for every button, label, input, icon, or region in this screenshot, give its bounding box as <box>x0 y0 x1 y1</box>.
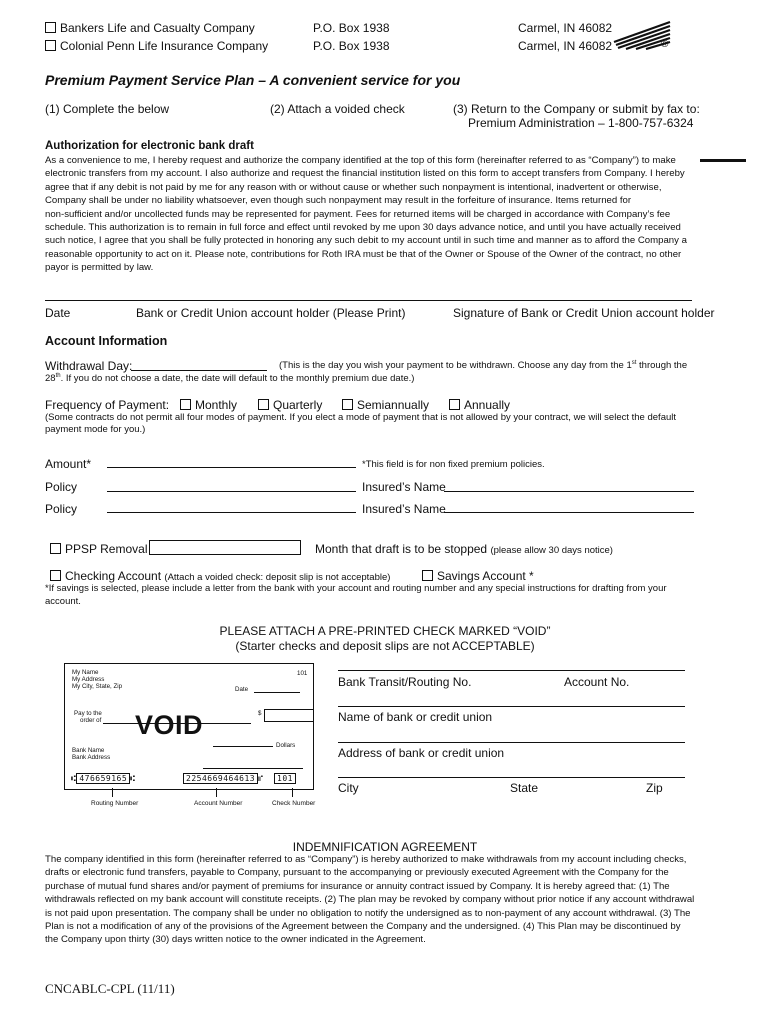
policy-field-1[interactable] <box>107 491 356 492</box>
fax-number: Premium Administration – 1-800-757-6324 <box>468 116 694 130</box>
zip-label: Zip <box>646 781 663 795</box>
auth-line: As a convenience to me, I hereby request and authorize the company identified at the top of this form (hereinafter referred to as “Company”) to make <box>45 155 676 166</box>
auth-line: schedule. This authorization is to remain in full force and effect until revoked by me upon 30 days advance notice, and until you have actually received <box>45 222 681 234</box>
auth-line: electronic transfers from my account. I also authorize and request the financial institution listed on this form to accept transfers from Company. I hereby <box>45 168 685 180</box>
freq-monthly[interactable] <box>180 398 237 412</box>
indemnity-line: is not paid upon presentation. The company shall be under no obligation to notify the undersigned as to non-payment of any account withdrawal. (3) The <box>45 907 691 919</box>
indemnity-line: purchase of mutual fund shares and/or payment of premiums for insurance or annuity contract issued by Company. It is hereby agreed that: (1) The <box>45 880 670 892</box>
monthly-label: Monthly <box>195 398 238 412</box>
savings-note-2: account. <box>45 596 81 607</box>
bank-address-label: Address of bank or credit union <box>338 746 505 760</box>
signature-line[interactable] <box>45 300 692 301</box>
check-name: My Name <box>72 669 99 676</box>
company-1-po: P.O. Box 1938 <box>313 21 390 35</box>
withdrawal-note-text-2: through the <box>636 360 688 372</box>
checking-account[interactable] <box>50 569 390 583</box>
date-label: Date <box>45 306 71 320</box>
company-1-name: Bankers Life and Casualty Company <box>60 21 255 35</box>
frequency-note-2: payment mode for you.) <box>45 424 146 435</box>
insured-label-2: Insured’s Name <box>362 502 446 516</box>
checknum-caption: Check Number <box>272 800 316 807</box>
checking-note: (Attach a voided check: deposit slip is not acceptable) <box>164 572 391 583</box>
check-number: 101 <box>297 670 308 677</box>
company-2-po: P.O. Box 1938 <box>313 39 390 53</box>
check-amount-box <box>264 709 314 722</box>
frequency-note-1: (Some contracts do not permit all four modes of payment. If you elect a mode of payment that is not allowed by your contract, we will select the default <box>45 412 677 423</box>
ppsp-month-box[interactable] <box>149 540 301 555</box>
freq-annually[interactable] <box>449 398 510 412</box>
city-label: City <box>338 781 359 795</box>
indemnity-line: Plan is not a modification of any of the provisions of the Agreement between the Company and the undersigned. (4) This Plan may be discontinued by <box>45 921 681 933</box>
check-words-line <box>213 746 273 747</box>
auth-line: such notice, I agree that you shall be fully protected in honoring any such debit to my account until in such time and manner as to afford the Company a <box>45 235 687 247</box>
stop-label: Month that draft is to be stopped <box>315 542 488 556</box>
check-payto-1: Pay to the <box>74 710 102 717</box>
auth-line: payor is permitted by law. <box>45 262 154 274</box>
withdrawal-note-line2 <box>45 373 414 384</box>
savings-account[interactable] <box>422 569 534 583</box>
stop-note: (please allow 30 days notice) <box>490 545 613 556</box>
plan-title: Premium Payment Service Plan – A convenient service for you <box>45 72 461 88</box>
routing-tick <box>112 788 113 797</box>
registered-mark: ® <box>661 39 669 50</box>
city-state-zip-line[interactable] <box>338 777 685 778</box>
micr-routing: 476659165 <box>76 773 130 784</box>
ppsp-checkbox[interactable] <box>50 543 61 554</box>
state-label: State <box>510 781 539 795</box>
bank-address-line[interactable] <box>338 742 685 743</box>
sample-check <box>64 663 314 790</box>
margin-mark <box>700 159 746 162</box>
savings-label: Savings Account * <box>437 569 534 583</box>
indemnification-text <box>45 853 705 947</box>
policy-field-2[interactable] <box>107 512 356 513</box>
withdrawal-note-text: (This is the day you wish your payment to be withdrawn. Choose any day from the 1 <box>279 360 632 372</box>
insured-field-2[interactable] <box>444 512 694 513</box>
freq-semiannually[interactable] <box>342 398 429 412</box>
auth-line: non-sufficient and/or uncollected funds may be represented for payment. Fees for returned items will be charged in accordance with Company’s fee <box>45 208 671 220</box>
amount-note: *This field is for non fixed premium policies. <box>362 459 545 470</box>
freq-quarterly[interactable] <box>258 398 322 412</box>
account-tick <box>216 788 217 797</box>
insured-label-1: Insured’s Name <box>362 480 446 494</box>
withdrawal-label: Withdrawal Day: <box>45 359 133 373</box>
company-1-city: Carmel, IN 46082 <box>518 21 613 35</box>
checking-checkbox[interactable] <box>50 570 61 581</box>
transit-label: Bank Transit/Routing No. <box>338 675 472 689</box>
transit-line[interactable] <box>338 670 685 671</box>
sup-st: st <box>631 360 637 366</box>
micr-account-group: 2254669464613 ⑈ <box>183 774 263 783</box>
indemnification-heading: INDEMNIFICATION AGREEMENT <box>292 840 478 854</box>
indemnity-line: The company identified in this form (hereinafter referred to as “Company”) is hereby authorized to make withdrawals from my account including checks, <box>45 854 687 865</box>
annually-checkbox[interactable] <box>449 399 460 410</box>
withdrawal-note-28: 28 <box>45 373 56 385</box>
annually-label: Annually <box>464 398 511 412</box>
bank-name-line[interactable] <box>338 706 685 707</box>
account-no-label: Account No. <box>564 675 630 689</box>
micr-check-group <box>274 774 296 783</box>
company-row-2 <box>45 39 268 53</box>
amount-label: Amount* <box>45 457 92 471</box>
check-dollar-sign: $ <box>258 710 262 717</box>
auth-line: Company shall be under no liability whatsoever, even though such nonpayment may result in the forfeiture of insurance. Items returned for <box>45 195 632 207</box>
semiannually-checkbox[interactable] <box>342 399 353 410</box>
indemnity-line: drafts or electronic fund transfers, payable to Company, pursuant to the accompanying or previously executed Agreement with the Company for the <box>45 867 669 879</box>
holder-label: Bank or Credit Union account holder (Please Print) <box>136 306 406 320</box>
authorization-heading: Authorization for electronic bank draft <box>45 140 254 152</box>
check-address: My Address <box>72 676 105 683</box>
monthly-checkbox[interactable] <box>180 399 191 410</box>
indemnity-line: withdrawals reflected on my bank account will constitute receipts. (2) The plan may be revoked by company without prior notice if any account withdrawal <box>45 894 695 906</box>
company-1-checkbox[interactable] <box>45 22 56 33</box>
sup-th: th <box>55 373 61 379</box>
micr-line: ⑆ 476659165 ⑆ <box>71 774 136 783</box>
amount-field[interactable] <box>107 467 356 468</box>
attach-note: (Starter checks and deposit slips are not ACCEPTABLE) <box>235 639 535 653</box>
check-tick <box>292 788 293 797</box>
policy-label-2: Policy <box>45 502 78 516</box>
check-date-label: Date <box>235 686 249 693</box>
step-3: (3) Return to the Company or submit by fax to: <box>453 102 700 116</box>
auth-line: agree that if any debit is not paid by me for any reason with or without cause or whether such nonpayment is intentional, inadvertent or otherwise, <box>45 181 662 193</box>
withdrawal-note-text-3: . If you do not choose a date, the date will default to the monthly premium due date.) <box>60 373 415 385</box>
quarterly-label: Quarterly <box>273 398 323 412</box>
insured-field-1[interactable] <box>444 491 694 492</box>
savings-checkbox[interactable] <box>422 570 433 581</box>
withdrawal-note <box>279 360 687 371</box>
semiannually-label: Semiannually <box>357 398 430 412</box>
company-2-city: Carmel, IN 46082 <box>518 39 613 53</box>
policy-label-1: Policy <box>45 480 78 494</box>
ppsp-label: PPSP Removal <box>65 542 148 556</box>
account-caption: Account Number <box>194 800 243 807</box>
check-bank-name: Bank Name <box>72 747 105 754</box>
routing-caption: Routing Number <box>91 800 139 807</box>
check-payto-2: order of <box>80 717 102 724</box>
checking-label: Checking Account <box>65 569 162 583</box>
micr-check: 101 <box>274 773 296 784</box>
authorization-text <box>45 154 695 275</box>
signature-label: Signature of Bank or Credit Union account holder <box>453 306 715 320</box>
attach-instruction: PLEASE ATTACH A PRE-PRINTED CHECK MARKED “VOID” <box>219 624 551 638</box>
stop-month <box>315 542 613 556</box>
void-stamp: VOID <box>135 710 204 740</box>
withdrawal-day-field[interactable] <box>131 370 267 371</box>
account-heading: Account Information <box>45 334 168 348</box>
company-2-name: Colonial Penn Life Insurance Company <box>60 39 269 53</box>
bank-name-label: Name of bank or credit union <box>338 710 493 724</box>
check-date-line <box>254 692 300 693</box>
micr-account: 2254669464613 <box>183 773 258 784</box>
ppsp-removal[interactable] <box>50 542 147 556</box>
savings-note-1: *If savings is selected, please include a letter from the bank with your account and routing number and any special instructions for drafting from your <box>45 583 667 594</box>
auth-line: reasonable opportunity to act on it. Please note, contributions for Roth IRA must be that of the Owner or Spouse of the Owner of the contract, no other <box>45 248 682 260</box>
frequency-label: Frequency of Payment: <box>45 398 170 412</box>
check-dollars-label: Dollars <box>276 742 296 749</box>
check-citystate: My City, State, Zip <box>72 683 123 690</box>
quarterly-checkbox[interactable] <box>258 399 269 410</box>
indemnity-line: the Company upon thirty (30) days written notice to the owner indicated in the Agreement. <box>45 934 426 946</box>
check-signature-line <box>203 768 303 769</box>
company-row-1 <box>45 21 255 35</box>
step-1: (1) Complete the below <box>45 102 170 116</box>
company-2-checkbox[interactable] <box>45 40 56 51</box>
check-bank-address: Bank Address <box>72 754 111 761</box>
form-code: CNCABLC-CPL (11/11) <box>45 981 175 996</box>
step-2: (2) Attach a voided check <box>270 102 405 116</box>
